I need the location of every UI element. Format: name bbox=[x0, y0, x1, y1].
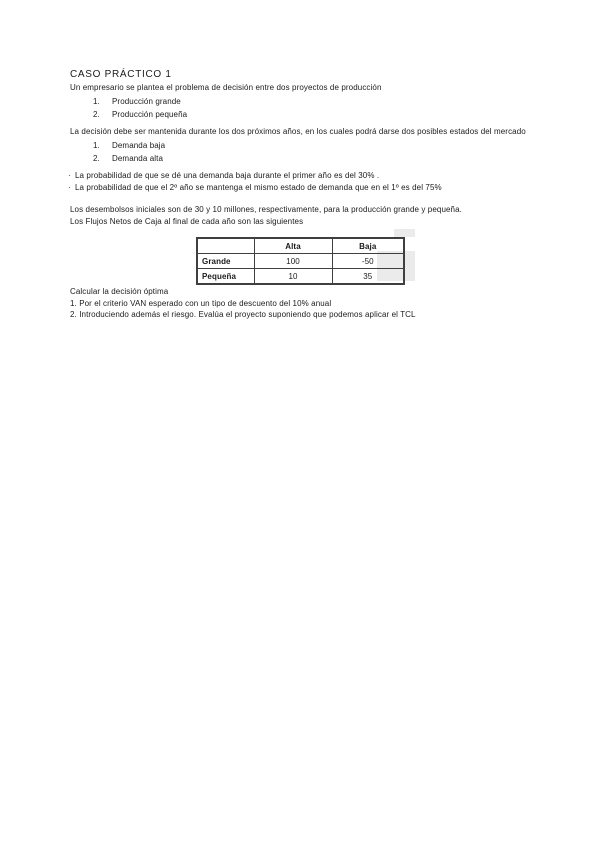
list-item bbox=[93, 96, 187, 109]
list-item-label: Demanda baja bbox=[112, 141, 166, 150]
shaded-artifact-top bbox=[394, 229, 415, 237]
cashflow-intro-line: Los Flujos Netos de Caja al final de cada año son las siguientes bbox=[70, 216, 304, 226]
bullet-text: La probabilidad de que se dé una demanda baja durante el primer año es del 30% . bbox=[75, 171, 380, 180]
list-item-number: 2. bbox=[93, 153, 100, 163]
list-item bbox=[93, 153, 165, 166]
col-header-baja: Baja bbox=[332, 238, 404, 254]
bullet-item bbox=[68, 170, 442, 182]
cell-pequena-alta: 10 bbox=[254, 269, 332, 285]
cell-pequena-baja: 35 bbox=[332, 269, 404, 285]
task-item: 2. Introduciendo además el riesgo. Evalúa el proyecto suponiendo que podemos aplicar el TCL bbox=[70, 310, 416, 319]
list-item-number: 2. bbox=[93, 109, 100, 119]
task-item: 1. Por el criterio VAN esperado con un tipo de descuento del 10% anual bbox=[70, 298, 332, 308]
production-options-list bbox=[93, 96, 187, 121]
probability-bullets bbox=[68, 170, 442, 194]
demand-states-list bbox=[93, 140, 165, 165]
table-row bbox=[197, 254, 404, 269]
tasks-block bbox=[70, 286, 416, 321]
list-item bbox=[93, 140, 165, 153]
cashflow-table bbox=[196, 237, 405, 285]
tasks-title: Calcular la decisión óptima bbox=[70, 287, 169, 296]
cashflow-intro-line: Los desembolsos iniciales son de 30 y 10 millones, respectivamente, para la producción grande y pequeña. bbox=[70, 205, 462, 214]
list-item-label: Producción grande bbox=[112, 97, 181, 106]
cashflow-intro-paragraph bbox=[70, 204, 462, 227]
list-item-number: 1. bbox=[93, 97, 100, 106]
decision-paragraph: La decisión debe ser mantenida durante los dos próximos años, en los cuales podrá darse dos posibles estados del mercado bbox=[70, 127, 526, 136]
table-header-row bbox=[197, 238, 404, 254]
row-label-pequena: Pequeña bbox=[197, 269, 254, 285]
list-item-label: Producción pequeña bbox=[112, 109, 188, 119]
page-title: CASO PRÁCTICO 1 bbox=[70, 69, 172, 80]
list-item-label: Demanda alta bbox=[112, 153, 164, 163]
list-item bbox=[93, 109, 187, 122]
bullet-item bbox=[68, 182, 442, 194]
col-header-alta: Alta bbox=[254, 238, 332, 254]
cell-grande-alta: 100 bbox=[254, 254, 332, 269]
table-row bbox=[197, 269, 404, 285]
intro-paragraph: Un empresario se plantea el problema de decisión entre dos proyectos de producción bbox=[70, 83, 382, 92]
bullet-marker: · bbox=[68, 183, 71, 193]
list-item-number: 1. bbox=[93, 141, 100, 150]
cell-grande-baja: -50 bbox=[332, 254, 404, 269]
row-label-grande: Grande bbox=[197, 254, 254, 269]
bullet-text: La probabilidad de que el 2º año se mantenga el mismo estado de demanda que en el 1º es del 75% bbox=[75, 183, 442, 193]
corner-header-cell bbox=[197, 238, 254, 254]
bullet-marker: · bbox=[68, 171, 71, 180]
